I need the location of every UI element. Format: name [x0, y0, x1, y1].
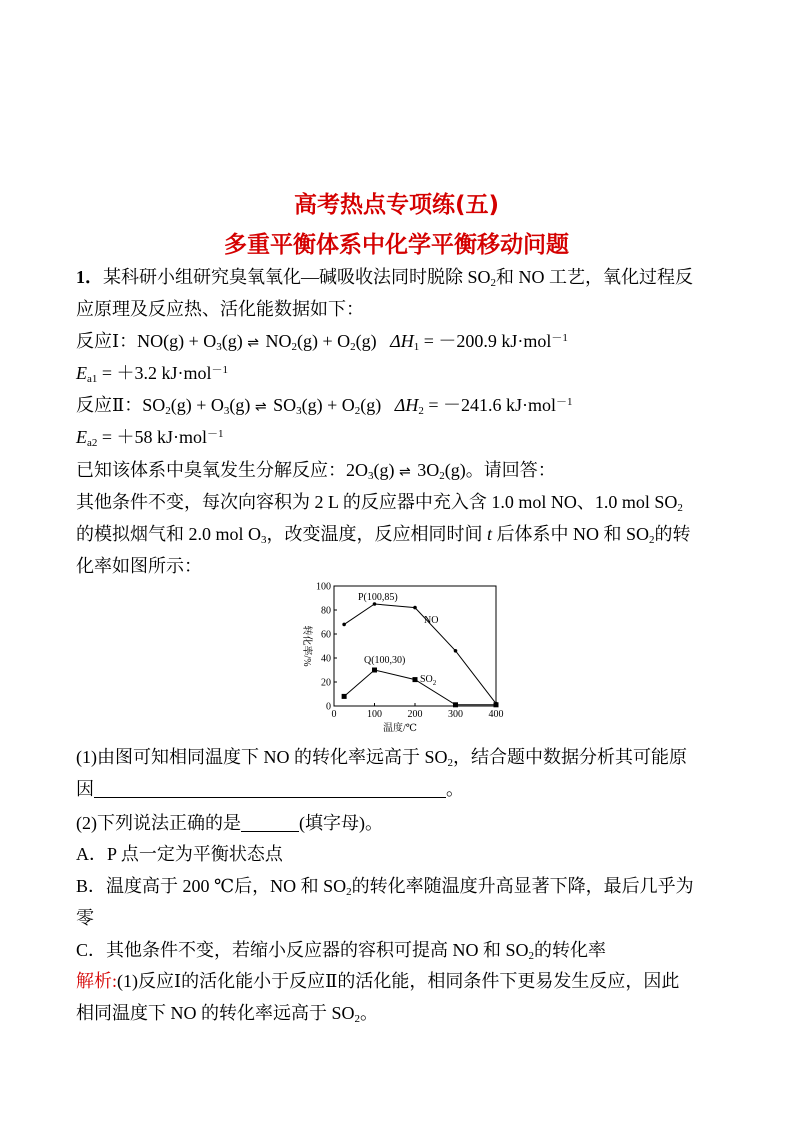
series-label-so2: $SO_2$ — [420, 674, 437, 687]
conditions-line-3: 化率如图所示： — [76, 556, 202, 576]
reaction-2-equation: 反应Ⅱ：$SO_2(g) + O_3(g)$ ⇌ $SO_3(g) + O_2(g)$ $\Delta H_2 = -241.6$ kJ·mol$^{-1}$ — [76, 395, 573, 417]
option-c: C．其他条件不变，若缩小反应器的容积可提高 NO 和 $SO_2$的转化率 — [76, 940, 607, 962]
y-tick-label: 40 — [321, 653, 331, 665]
answer-explanation-line-2: 相同温度下 NO 的转化率远高于 $SO_2$。 — [76, 1003, 379, 1025]
ozone-decomposition-line: 已知该体系中臭氧发生分解反应：$2O_3(g)$ ⇌ $3O_2(g)$。请回答： — [76, 460, 556, 482]
equilibrium-arrow-icon: ⇌ — [254, 399, 269, 415]
sub-question-1-line-2: 因 。 — [76, 779, 464, 799]
title-line-2: 多重平衡体系中化学平衡移动问题 — [224, 232, 569, 258]
x-axis-label: 温度/℃ — [383, 723, 417, 734]
y-tick-label: 20 — [321, 677, 331, 689]
y-tick-label: 60 — [321, 629, 331, 641]
x-tick-label: 0 — [331, 709, 337, 720]
conversion-rate-chart — [290, 578, 510, 738]
question-intro-line-2: 应原理及反应热、活化能数据如下： — [76, 299, 364, 319]
conditions-line-1: 其他条件不变，每次向容积为 2 L 的反应器中充入含 1.0 mol NO、1.0 mol $SO_2$ — [76, 492, 683, 514]
option-a: A．P 点一定为平衡状态点 — [76, 844, 283, 864]
answer-explanation-line-1: 解析:(1)反应Ⅰ的活化能小于反应Ⅱ的活化能，相同条件下更易发生反应，因此 — [76, 971, 680, 991]
data-point-no — [342, 623, 346, 627]
data-point-so2 — [342, 694, 347, 699]
question-intro-line-1: 1．某科研小组研究臭氧氧化—碱吸收法同时脱除 $SO_2$和 NO 工艺，氧化过程反 — [76, 267, 694, 289]
y-tick-label: 0 — [326, 701, 331, 713]
option-b-line-1: B．温度高于 200 ℃后，NO 和 $SO_2$的转化率随温度升高显著下降，最后几乎为 — [76, 876, 694, 898]
reaction-1-equation: 反应Ⅰ：$NO(g) + O_3(g)$ ⇌ $NO_2(g) + O_2(g)$ $\Delta H_1 = -200.9$ kJ·mol$^{-1}$ — [76, 331, 568, 353]
equilibrium-arrow-icon: ⇌ — [247, 335, 261, 351]
option-b-line-2: 零 — [76, 908, 94, 928]
x-tick-label: 300 — [448, 709, 463, 720]
series-label-no: NO — [424, 615, 439, 626]
title-line-1: 高考热点专项练(五) — [293, 192, 500, 218]
sub-question-1-line-1: (1)由图可知相同温度下 NO 的转化率远高于 $SO_2$，结合题中数据分析其可能原 — [76, 747, 687, 769]
data-point-no — [454, 649, 458, 653]
answer-label: 解析: — [76, 971, 118, 991]
x-tick-label: 200 — [407, 709, 423, 720]
data-point-so2 — [494, 702, 499, 707]
data-point-no — [413, 606, 417, 610]
point-q-label: Q(100,30) — [364, 655, 406, 666]
point-p-label: P(100,85) — [358, 592, 398, 603]
x-tick-label: 100 — [367, 709, 382, 720]
y-tick-label: 100 — [316, 581, 331, 593]
sub-question-2: (2)下列说法正确的是 (填字母)。 — [76, 813, 383, 833]
reaction-2-activation-energy: $E_{a2} = +58$ kJ·mol$^{-1}$ — [76, 427, 224, 449]
equilibrium-arrow-icon: ⇌ — [399, 464, 413, 480]
y-tick-label: 80 — [321, 605, 331, 617]
data-point-so2 — [413, 677, 418, 682]
reaction-1-activation-energy: $E_{a1} = +3.2$ kJ·mol$^{-1}$ — [76, 363, 229, 385]
question-number: 1． — [76, 267, 103, 287]
answer-blank-2[interactable] — [241, 815, 299, 832]
answer-blank-1[interactable] — [94, 781, 446, 798]
series-line-no — [344, 604, 496, 704]
conditions-line-2: 的模拟烟气和 2.0 mol $O_3$，改变温度，反应相同时间 t 后体系中 NO 和 $SO_2$的转 — [76, 524, 691, 546]
data-point-so2 — [372, 668, 377, 673]
y-axis-label: 转化率/% — [301, 625, 312, 667]
x-tick-label: 400 — [488, 709, 504, 720]
data-point-so2 — [453, 702, 458, 707]
plot-frame — [334, 586, 496, 706]
